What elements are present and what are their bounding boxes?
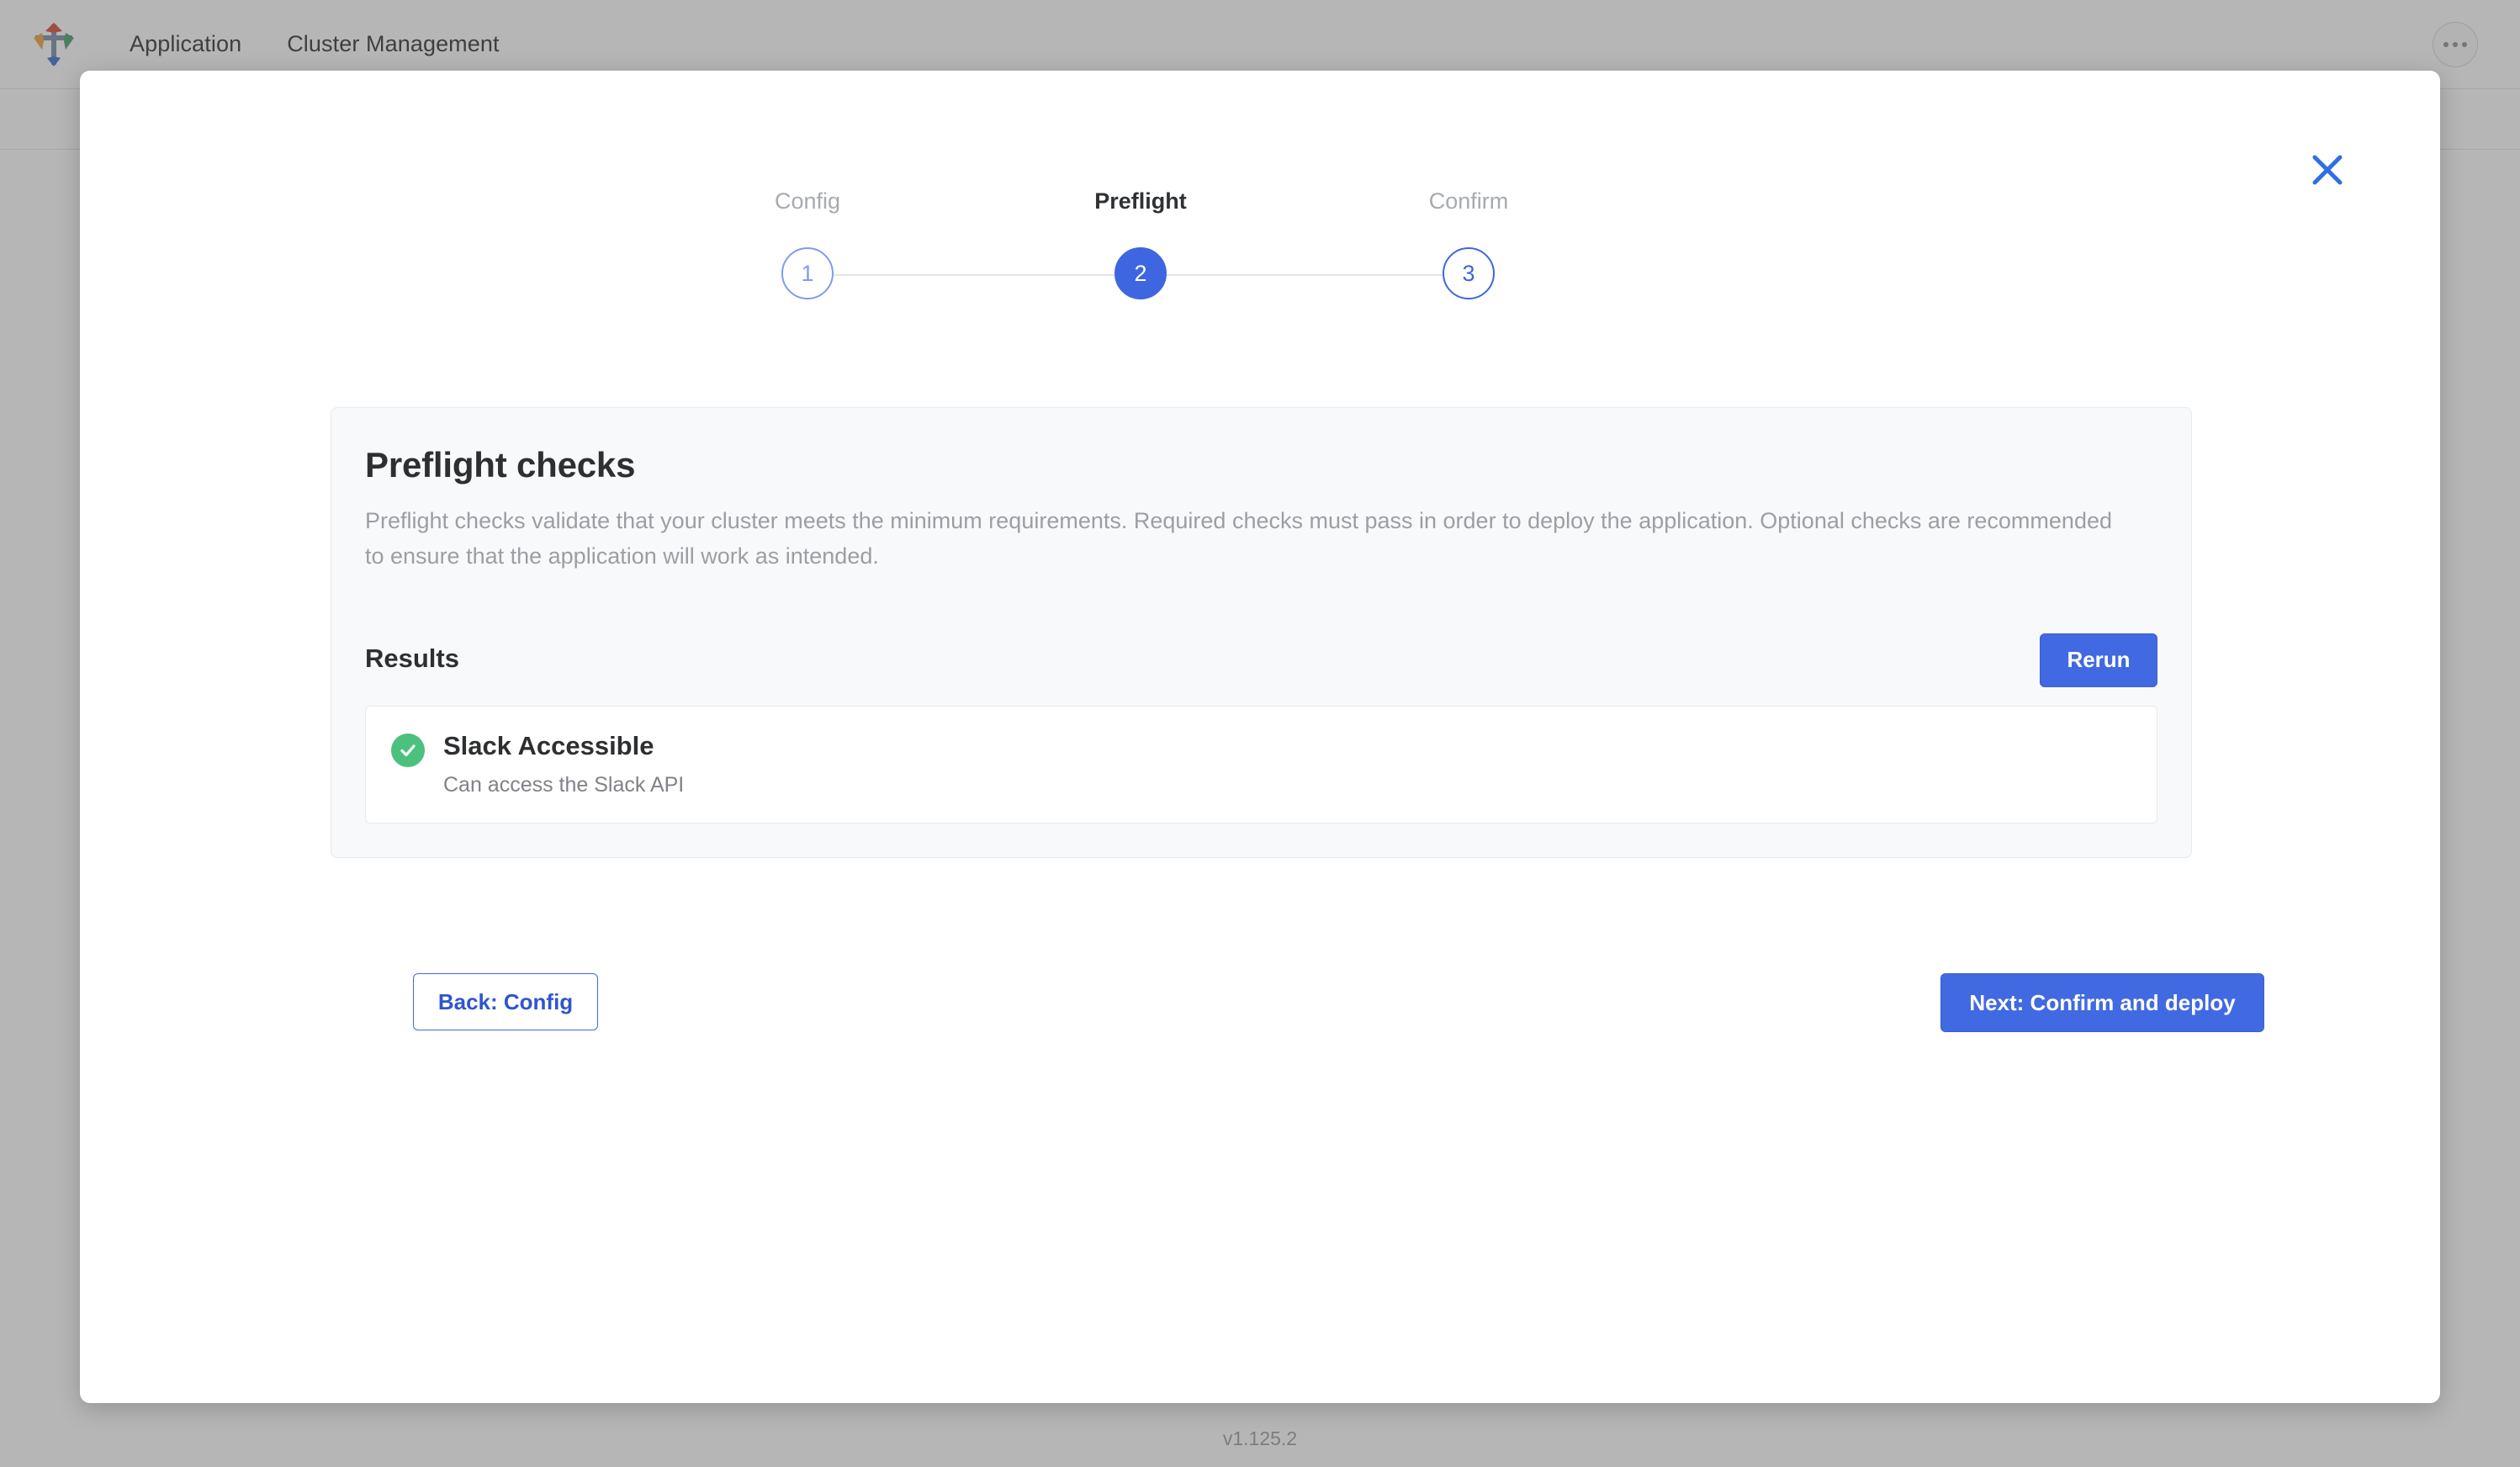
step-circle-1[interactable]: 1 <box>781 247 834 299</box>
preflight-panel <box>331 407 2192 858</box>
step-label-confirm[interactable]: Confirm <box>1428 188 1509 214</box>
nav-item-application[interactable]: Application <box>130 31 242 56</box>
close-icon[interactable] <box>2309 151 2346 188</box>
results-label: Results <box>365 643 459 673</box>
step-label-preflight[interactable]: Preflight <box>1094 188 1187 214</box>
back-config-button[interactable]: Back: Config <box>413 973 598 1030</box>
app-version-label: v1.125.2 <box>1222 1427 1298 1449</box>
check-description: Can access the Slack API <box>443 772 685 797</box>
check-circle-icon <box>391 734 425 767</box>
check-title: Slack Accessible <box>443 730 654 760</box>
nav-item-cluster-management[interactable]: Cluster Management <box>287 31 500 56</box>
list-item <box>366 707 2157 823</box>
step-label-config[interactable]: Config <box>774 188 841 214</box>
step-circle-3[interactable]: 3 <box>1443 247 1495 299</box>
page-title: Preflight checks <box>365 445 636 485</box>
rerun-button[interactable]: Rerun <box>2040 633 2157 687</box>
wizard-stepper <box>80 188 2440 306</box>
check-text <box>443 730 684 797</box>
preflight-results-list <box>365 706 2157 824</box>
next-confirm-deploy-button[interactable]: Next: Confirm and deploy <box>1940 973 2264 1032</box>
stepper-connector <box>834 274 1141 276</box>
stepper-connector <box>1166 274 1469 276</box>
step-circle-2[interactable]: 2 <box>1114 247 1167 299</box>
stepper-track <box>80 247 2440 303</box>
preflight-modal <box>80 71 2440 1403</box>
panel-description: Preflight checks validate that your cluster meets the minimum requirements. Required checks must pass in order to deploy the application. Optional checks are recommended to ensure that the application will work as intended. <box>365 508 2112 569</box>
results-header-row <box>365 633 2157 691</box>
stepper-labels <box>80 188 2440 222</box>
